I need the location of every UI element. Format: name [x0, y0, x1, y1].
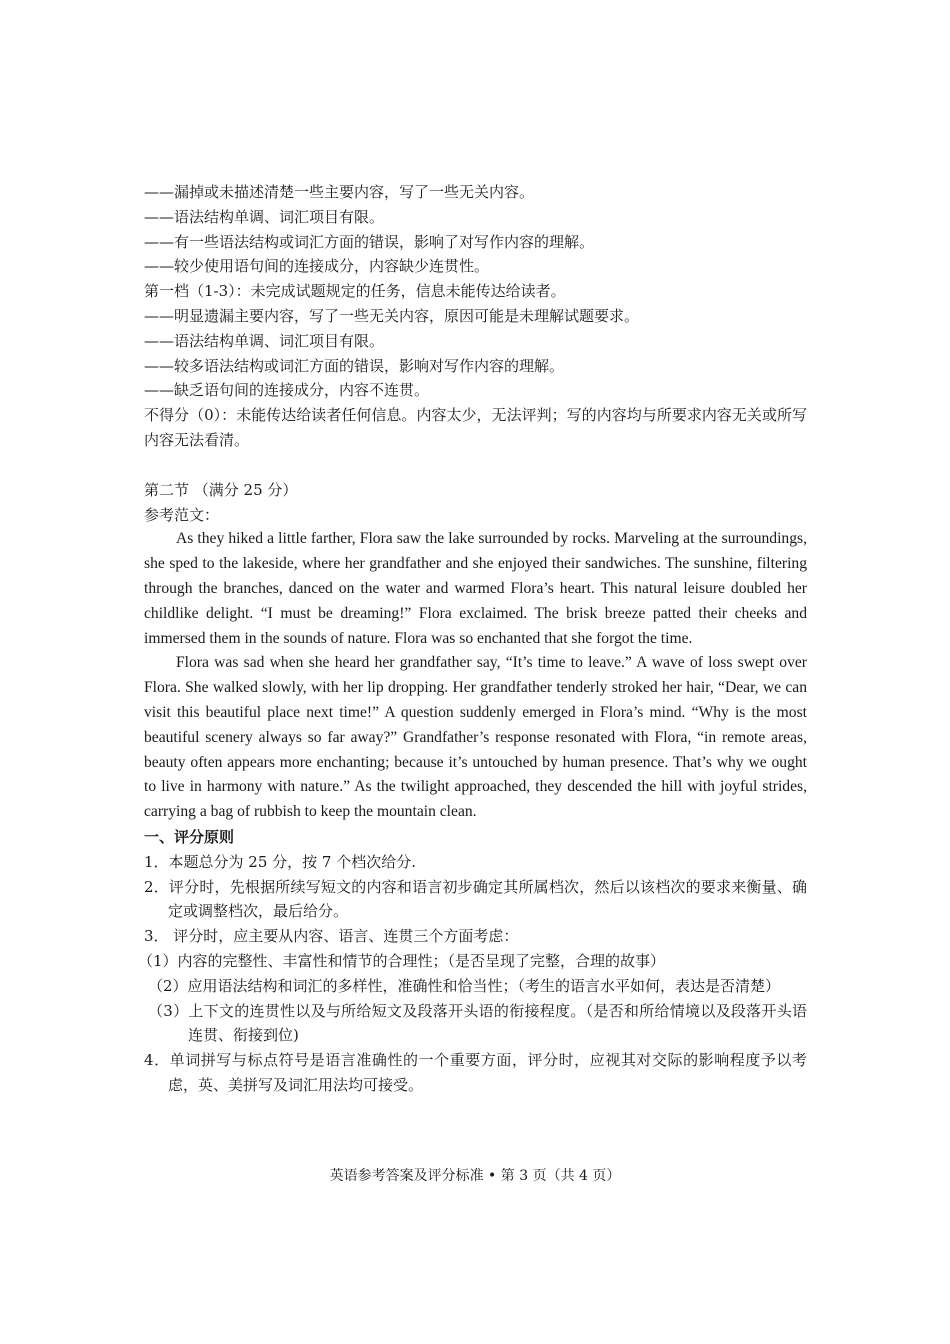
principle-subitem: （1）内容的完整性、丰富性和情节的合理性；（是否呈现了完整，合理的故事）	[138, 951, 666, 970]
criteria-line: ——语法结构单调、词汇项目有限。	[144, 331, 385, 350]
principle-item: 1．本题总分为 25 分，按 7 个档次给分.	[144, 852, 417, 871]
sample-paragraph-text: As they hiked a little farther, Flora saw the lake surrounded by rocks. Marveling at the surroundings, she sped to the lakeside, where her grandfather and she enjoyed their sandwiches. The sunshine, filtering through the branches, danced on the water and warmed Flora’s heart. This natural leisure doubled her childlike delight. “I must be dreaming!” Flora exclaimed. The brisk breeze patted their cheeks and immersed them in the sounds of nature. Flora was so enchanted that she forgot the time.	[144, 530, 807, 647]
principle-item: 4．单词拼写与标点符号是语言准确性的一个重要方面，评分时，应视其对交际的影响程度予以考虑，英、美拼写及词汇用法均可接受。	[144, 1051, 807, 1094]
sample-paragraph	[144, 527, 807, 651]
criteria-line: ——较多语法结构或词汇方面的错误，影响对写作内容的理解。	[144, 356, 565, 375]
criteria-line: ——缺乏语句间的连接成分，内容不连贯。	[144, 381, 430, 400]
criteria-line: ——漏掉或未描述清楚一些主要内容，写了一些无关内容。	[144, 183, 535, 201]
criteria-line: ——较少使用语句间的连接成分，内容缺少连贯性。	[144, 257, 490, 276]
sample-label: 参考范文：	[144, 505, 220, 524]
sample-paragraph-text: Flora was sad when she heard her grandfather say, “It’s time to leave.” A wave of loss swept over Flora. She walked slowly, with her lip dropping. Her grandfather tenderly stroked her hair, “Dear, we can visit this beautiful place next time!” A question suddenly emerged in Flora’s mind. “Why is the most beautiful scenery always so far away?” Grandfather’s response resonated with Flora, “in remote areas, beauty often appears more enchanting; because it’s untouched by human presence. That’s why we ought to live in harmony with nature.” As the twilight approached, they descended the hill with joyful strides, carrying a bag of rubbish to keep the mountain clean.	[144, 654, 807, 821]
criteria-line: ——有一些语法结构或词汇方面的错误，影响了对写作内容的理解。	[144, 232, 595, 251]
principle-subitem: （2）应用语法结构和词汇的多样性，准确性和恰当性；（考生的语言水平如何，表达是否清楚）	[148, 976, 781, 995]
grade-level-heading: 第一档（1-3）：未完成试题规定的任务，信息未能传达给读者。	[144, 282, 566, 301]
principles-heading: 一、评分原则	[144, 827, 235, 846]
section-title: 第二节 （满分 25 分）	[144, 480, 298, 499]
page-body	[138, 180, 807, 1098]
principle-item: 2．评分时，先根据所续写短文的内容和语言初步确定其所属档次，然后以该档次的要求来衡量、确定或调整档次，最后给分。	[144, 877, 807, 921]
principle-subitem: （3）上下文的连贯性以及与所给短文及段落开头语的衔接程度。（是否和所给情境以及段落开头语连贯、衔接到位)	[148, 1001, 807, 1045]
page-footer: 英语参考答案及评分标准 • 第 3 页（共 4 页）	[329, 1168, 621, 1184]
criteria-line: ——明显遗漏主要内容，写了一些无关内容，原因可能是未理解试题要求。	[144, 306, 640, 325]
no-score-rule: 不得分（0）：未能传达给读者任何信息。内容太少，无法评判；写的内容均与所要求内容无关或所写内容无法看清。	[144, 406, 807, 449]
principle-item: 3． 评分时，应主要从内容、语言、连贯三个方面考虑：	[144, 927, 519, 946]
sample-paragraph	[144, 651, 807, 825]
criteria-line: ——语法结构单调、词汇项目有限。	[144, 207, 385, 226]
